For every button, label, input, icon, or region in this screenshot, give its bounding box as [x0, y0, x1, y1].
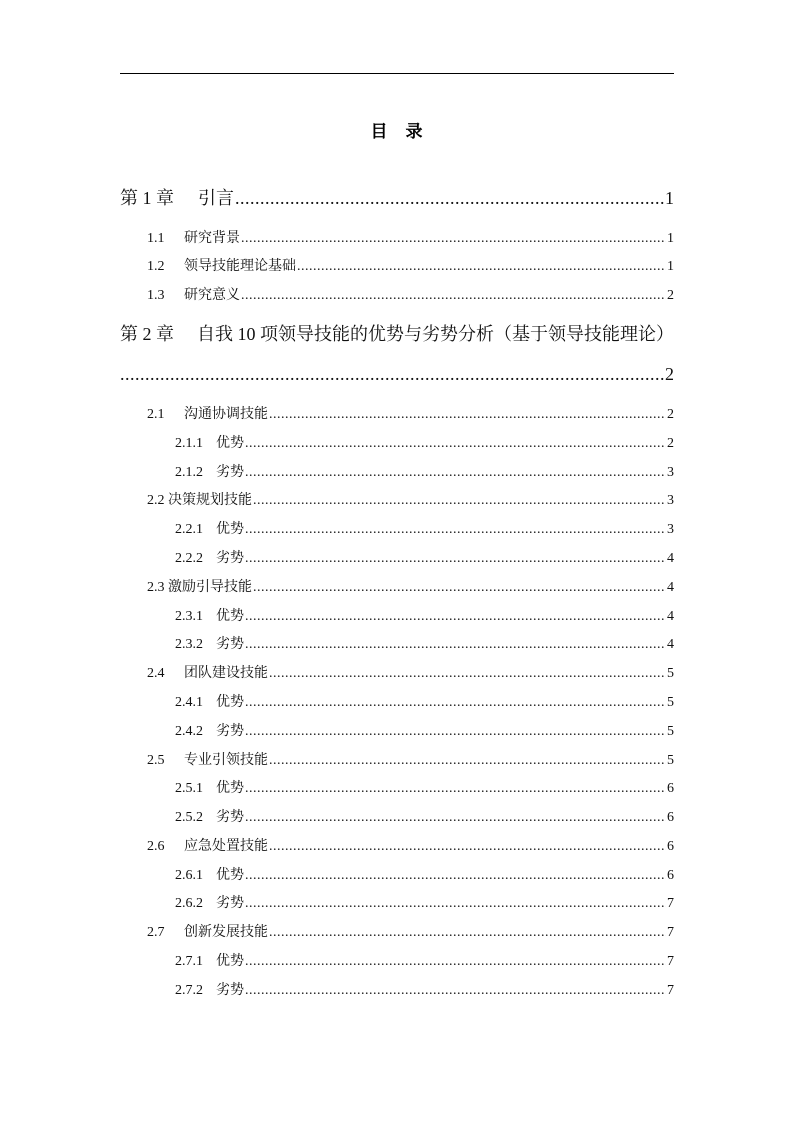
- toc-page-number: 6: [667, 839, 674, 854]
- dot-leader: [269, 666, 666, 682]
- toc-entry-2-4[interactable]: [147, 662, 674, 682]
- dot-leader: [245, 983, 666, 999]
- toc-entry-2-6[interactable]: [147, 835, 674, 855]
- toc-number: 1.3: [147, 288, 165, 303]
- toc-entry-2-7-1[interactable]: [175, 950, 674, 970]
- toc-page-number: 6: [667, 868, 674, 883]
- toc-label: 领导技能理论基础: [184, 259, 296, 274]
- toc-page-number: 5: [667, 666, 674, 681]
- toc-entry-1-1[interactable]: [147, 227, 674, 247]
- toc-entry-chapter-2-continuation[interactable]: [120, 364, 674, 385]
- toc-page-number: 5: [667, 753, 674, 768]
- toc-page-number: 1: [667, 259, 674, 274]
- toc-label: 劣势: [216, 465, 244, 480]
- toc-entry-2-3[interactable]: [147, 576, 674, 596]
- dot-leader: [235, 188, 664, 209]
- toc-number: 2.6.2: [175, 896, 203, 911]
- toc-number: 2.6.1: [175, 868, 203, 883]
- toc-label: 应急处置技能: [184, 839, 268, 854]
- toc-label: 激励引导技能: [168, 580, 252, 595]
- toc-entry-1-3[interactable]: [147, 284, 674, 304]
- toc-label: 劣势: [216, 810, 244, 825]
- toc-page-number: 3: [667, 465, 674, 480]
- toc-number: 2.5.2: [175, 810, 203, 825]
- toc-page-number: 6: [667, 781, 674, 796]
- toc-number: 2.1.1: [175, 436, 203, 451]
- dot-leader: [269, 753, 666, 769]
- dot-leader: [245, 637, 666, 653]
- toc-entry-1-2[interactable]: [147, 255, 674, 275]
- dot-leader: [245, 695, 666, 711]
- toc-number: 2.2.2: [175, 551, 203, 566]
- toc-label: 劣势: [216, 724, 244, 739]
- toc-number: 1.1: [147, 231, 165, 246]
- toc-number: 2.7: [147, 925, 165, 940]
- toc-number: 2.5: [147, 753, 165, 768]
- toc-entry-2-6-1[interactable]: [175, 864, 674, 884]
- toc-label: 优势: [216, 436, 244, 451]
- toc-entry-2-7[interactable]: [147, 921, 674, 941]
- toc-page-number: 2: [667, 288, 674, 303]
- toc-page-number: 5: [667, 724, 674, 739]
- toc-label: 研究意义: [184, 288, 240, 303]
- toc-entry-2-2[interactable]: [147, 489, 674, 509]
- dot-leader: [253, 580, 666, 596]
- dot-leader: [269, 839, 666, 855]
- dot-leader: [297, 259, 666, 275]
- toc-number: 2.2: [147, 493, 165, 508]
- toc-page-number: 3: [667, 493, 674, 508]
- toc-page-number: 2: [665, 364, 674, 384]
- toc-label: 优势: [216, 868, 244, 883]
- toc-number: 2.3.2: [175, 637, 203, 652]
- toc-label: 劣势: [216, 896, 244, 911]
- toc-entry-2-2-2[interactable]: [175, 547, 674, 567]
- toc-page-number: 2: [667, 407, 674, 422]
- toc-page-number: 7: [667, 954, 674, 969]
- dot-leader: [253, 493, 666, 509]
- toc-page-number: 4: [667, 580, 674, 595]
- dot-leader: [245, 781, 666, 797]
- dot-leader: [120, 364, 664, 385]
- toc-number: 第 2 章: [120, 324, 174, 344]
- toc-label: 劣势: [216, 983, 244, 998]
- toc-page-number: 6: [667, 810, 674, 825]
- toc-number: 第 1 章: [120, 188, 174, 208]
- toc-label: 创新发展技能: [184, 925, 268, 940]
- toc-label: 团队建设技能: [184, 666, 268, 681]
- toc-number: 1.2: [147, 259, 165, 274]
- toc-label: 沟通协调技能: [184, 407, 268, 422]
- toc-page-number: 4: [667, 637, 674, 652]
- toc-page-number: 3: [667, 522, 674, 537]
- dot-leader: [245, 724, 666, 740]
- toc-page-number: 2: [667, 436, 674, 451]
- toc-entry-2-3-2[interactable]: [175, 633, 674, 653]
- toc-label: 优势: [216, 522, 244, 537]
- toc-label: 引言: [198, 188, 234, 208]
- toc-page-number: 4: [667, 551, 674, 566]
- dot-leader: [245, 896, 666, 912]
- dot-leader: [245, 551, 666, 567]
- header-rule: [120, 73, 674, 74]
- toc-number: 2.7.2: [175, 983, 203, 998]
- toc-label: 优势: [216, 781, 244, 796]
- dot-leader: [245, 868, 666, 884]
- toc-label: 自我 10 项领导技能的优势与劣势分析（基于领导技能理论）: [197, 324, 674, 344]
- toc-number: 2.5.1: [175, 781, 203, 796]
- toc-entry-chapter-2[interactable]: [120, 320, 674, 346]
- toc-number: 2.3.1: [175, 609, 203, 624]
- toc-entry-2-1[interactable]: [147, 403, 674, 423]
- page-title: 目录: [370, 122, 441, 142]
- toc-label: 研究背景: [184, 231, 240, 246]
- toc-label: 优势: [216, 954, 244, 969]
- toc-number: 2.1.2: [175, 465, 203, 480]
- toc-number: 2.7.1: [175, 954, 203, 969]
- toc-page-number: 7: [667, 896, 674, 911]
- dot-leader: [245, 954, 666, 970]
- toc-entry-2-4-1[interactable]: [175, 691, 674, 711]
- dot-leader: [241, 231, 666, 247]
- dot-leader: [245, 609, 666, 625]
- toc-label: 决策规划技能: [168, 493, 252, 508]
- dot-leader: [241, 288, 666, 304]
- toc-number: 2.4: [147, 666, 165, 681]
- toc-entry-2-6-2[interactable]: [175, 892, 674, 912]
- toc-page-number: 1: [665, 188, 674, 208]
- toc-entry-2-1-2[interactable]: [175, 461, 674, 481]
- toc-entry-2-1-1[interactable]: [175, 432, 674, 452]
- toc-label: 优势: [216, 695, 244, 710]
- toc-label: 优势: [216, 609, 244, 624]
- dot-leader: [245, 522, 666, 538]
- toc-number: 2.6: [147, 839, 165, 854]
- toc-entry-2-5-2[interactable]: [175, 806, 674, 826]
- toc-entry-2-5[interactable]: [147, 749, 674, 769]
- toc-entry-chapter-1[interactable]: [120, 184, 674, 210]
- dot-leader: [269, 407, 666, 423]
- toc-page-number: 7: [667, 983, 674, 998]
- toc-entry-2-5-1[interactable]: [175, 777, 674, 797]
- toc-label: 专业引领技能: [184, 753, 268, 768]
- toc-number: 2.4.1: [175, 695, 203, 710]
- dot-leader: [245, 465, 666, 481]
- toc-label: 劣势: [216, 551, 244, 566]
- toc-entry-2-2-1[interactable]: [175, 518, 674, 538]
- dot-leader: [269, 925, 666, 941]
- toc-label: 劣势: [216, 637, 244, 652]
- toc-page-number: 1: [667, 231, 674, 246]
- toc-page-number: 4: [667, 609, 674, 624]
- toc-entry-2-7-2[interactable]: [175, 979, 674, 999]
- toc-number: 2.2.1: [175, 522, 203, 537]
- toc-number: 2.3: [147, 580, 165, 595]
- dot-leader: [245, 436, 666, 452]
- toc-page-number: 7: [667, 925, 674, 940]
- toc-number: 2.1: [147, 407, 165, 422]
- toc-entry-2-3-1[interactable]: [175, 605, 674, 625]
- toc-number: 2.4.2: [175, 724, 203, 739]
- toc-page-number: 5: [667, 695, 674, 710]
- toc-entry-2-4-2[interactable]: [175, 720, 674, 740]
- dot-leader: [245, 810, 666, 826]
